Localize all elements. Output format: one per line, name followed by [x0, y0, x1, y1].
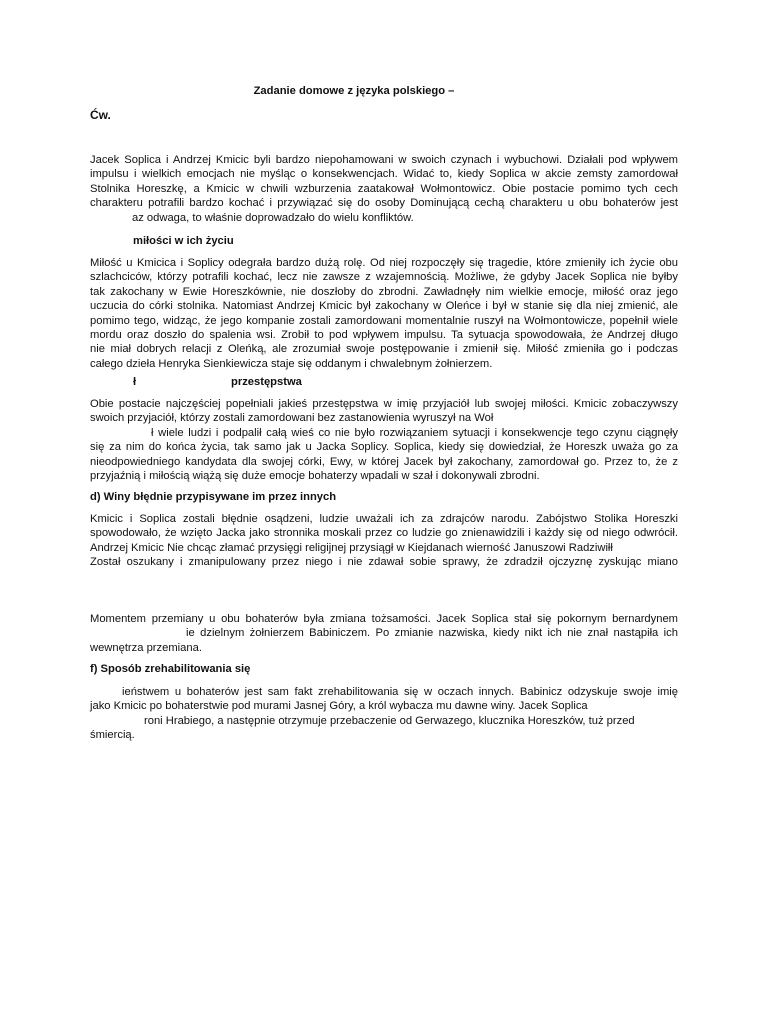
- text-line: impulsu i wielkich emocjach nie myśląc o konsekwencjach. Widać to, kiedy Soplica w akcie zemsty zamordował: [90, 168, 678, 181]
- heading-rehabilitation: f) Sposób zrehabilitowania się: [90, 663, 251, 675]
- text-line: śmiercią.: [90, 729, 135, 742]
- text-line: spowodowało, że wzięto Jacka jako stronnika moskali przez co ludzie go znienawidzili i każdy się od niego odwrócił.: [90, 527, 678, 540]
- text-line: nieodpowiedniego kandydata dla swojej córki, Ewy, w której Jacek był zakochany, zamordował go. Przez to, że z: [90, 455, 678, 468]
- text-line: wewnętrza przemiana.: [90, 641, 202, 654]
- document-title: Zadanie domowe z języka polskiego –: [253, 85, 455, 97]
- paragraph-love: [90, 256, 678, 371]
- text-line: Kmicic i Soplica zostali błędnie osądzeni, ludzie uważali ich za zdrajców narodu. Zabójstwo Stolika Horeszki: [90, 513, 678, 525]
- text-line: przyjaźnią i miłością wiążą się duże emocje bohaterzy wpadali w szał i dokonywali zbrodni.: [90, 470, 540, 483]
- paragraph-rehabilitation: [90, 685, 678, 743]
- text-line: Obie postacie najczęściej popełniali jakieś przestępstwa w imię przyjaciół lub swojej miłości. Kmicic zobaczywszy: [90, 398, 678, 410]
- text-line: charakteru potrafili bardzo kochać i przywiązać się do osoby Dominującą cechą charakteru u obu bohaterów jest: [90, 197, 678, 210]
- text-line: Stolnika Horeszkę, a Kmicic w chwili wzburzenia zaatakował Wołmontowicz. Obie postacie pomimo tych cech: [90, 182, 678, 195]
- text-line: mordu oraz doszło do spalenia wsi. Zrobił to pod wpływem impulsu. Ta sytuacja spowodowała, że Andrzej długo: [90, 329, 678, 342]
- text-line: az odwaga, to właśnie doprowadzało do wielu konfliktów.: [132, 211, 414, 224]
- text-line: Miłość u Kmicica i Soplicy odegrała bardzo dużą rolę. Od niej rozpoczęły się tragedie, które zmieniły ich życie obu: [90, 257, 678, 269]
- text-line: uczucia do córki stolnika. Natomiast Andrzej Kmicic był zakochany w Oleńce i był w stanie się dla niej zmienić, ale: [90, 300, 678, 313]
- text-line: swoich przyjaciół, którzy zostali zamordowani bez zastanowienia wyruszył na Woł: [90, 412, 494, 425]
- text-line: Momentem przemiany u obu bohaterów była zmiana tożsamości. Jacek Soplica stał się pokornym bernardynem: [90, 613, 678, 625]
- paragraph-crimes: [90, 397, 678, 483]
- text-line: nie miał dobrych relacji z Oleńką, ale zrozumiał swoje postępowanie i zmienił się. Miłość zmieniła go i podczas: [90, 343, 678, 356]
- heading-crimes: przestępstwa: [231, 376, 302, 388]
- paragraph-traits: [90, 153, 678, 225]
- text-line: ieństwem u bohaterów jest sam fakt zrehabilitowania się w oczach innych. Babinicz odzyskuje swoje imię: [122, 686, 678, 698]
- paragraph-transformation: [90, 612, 678, 655]
- heading-love: miłości w ich życiu: [133, 235, 234, 247]
- heading-crimes-left: ł: [133, 376, 137, 388]
- text-line: Jacek Soplica i Andrzej Kmicic byli bardzo niepohamowani w swoich czynach i wybuchowi. Działali pod wpływem: [90, 154, 678, 166]
- text-line: roni Hrabiego, a następnie otrzymuje przebaczenie od Gerwazego, klucznika Horeszków, tuż przed: [144, 714, 635, 727]
- text-line: ie dzielnym żołnierzem Babiniczem. Po zmianie nazwiska, kiedy nikt ich nie znał nastąpiła ich: [186, 627, 678, 640]
- text-line: Andrzej Kmicic Nie chcąc złamać przysięgi religijnej przysiągł w Kiejdanach wierność Januszowi Radziwiłł: [90, 541, 613, 554]
- paragraph-false-blame: [90, 512, 678, 570]
- text-line: się za nim do końca życia, tak samo jak u Jacka Soplicy. Soplica, kiedy się dowiedział, że Horeszk uważa go za: [90, 441, 678, 454]
- text-line: ł wiele ludzi i podpalił całą wieś co nie było rozwiązaniem sytuacji i konsekwencje tego czynu ciągnęły: [151, 426, 678, 439]
- heading-false-blame: d) Winy błędnie przypisywane im przez innych: [90, 491, 337, 503]
- text-line: pomimo tego, widząc, że jego kompanie zostali zamordowani momentalnie ruszył na Wołmontowicze, popełnił wiele: [90, 314, 678, 327]
- text-line: jako Kmicic po bohaterstwie pod murami Jasnej Góry, a król wybacza mu dawne winy. Jacek Soplica: [90, 700, 588, 713]
- exercise-label: Ćw.: [90, 108, 111, 122]
- text-line: Został oszukany i zmanipulowany przez niego i nie zdawał sobie sprawy, że zdradził ojczyznę zyskując miano: [90, 556, 678, 569]
- text-line: całego dzieła Henryka Sienkiewicza staje się oddanym i chwalebnym żołnierzem.: [90, 357, 493, 370]
- text-line: tak zakochany w Ewie Horeszkównie, nie doszłoby do zbrodni. Zawładnęły nim wielkie emocje, miłość oraz jego: [90, 285, 678, 298]
- text-line: szlachciców, którzy potrafili kochać, lecz nie zawsze z wzajemnością. Możliwe, że gdyby Jacek Soplica nie byłby: [90, 271, 678, 284]
